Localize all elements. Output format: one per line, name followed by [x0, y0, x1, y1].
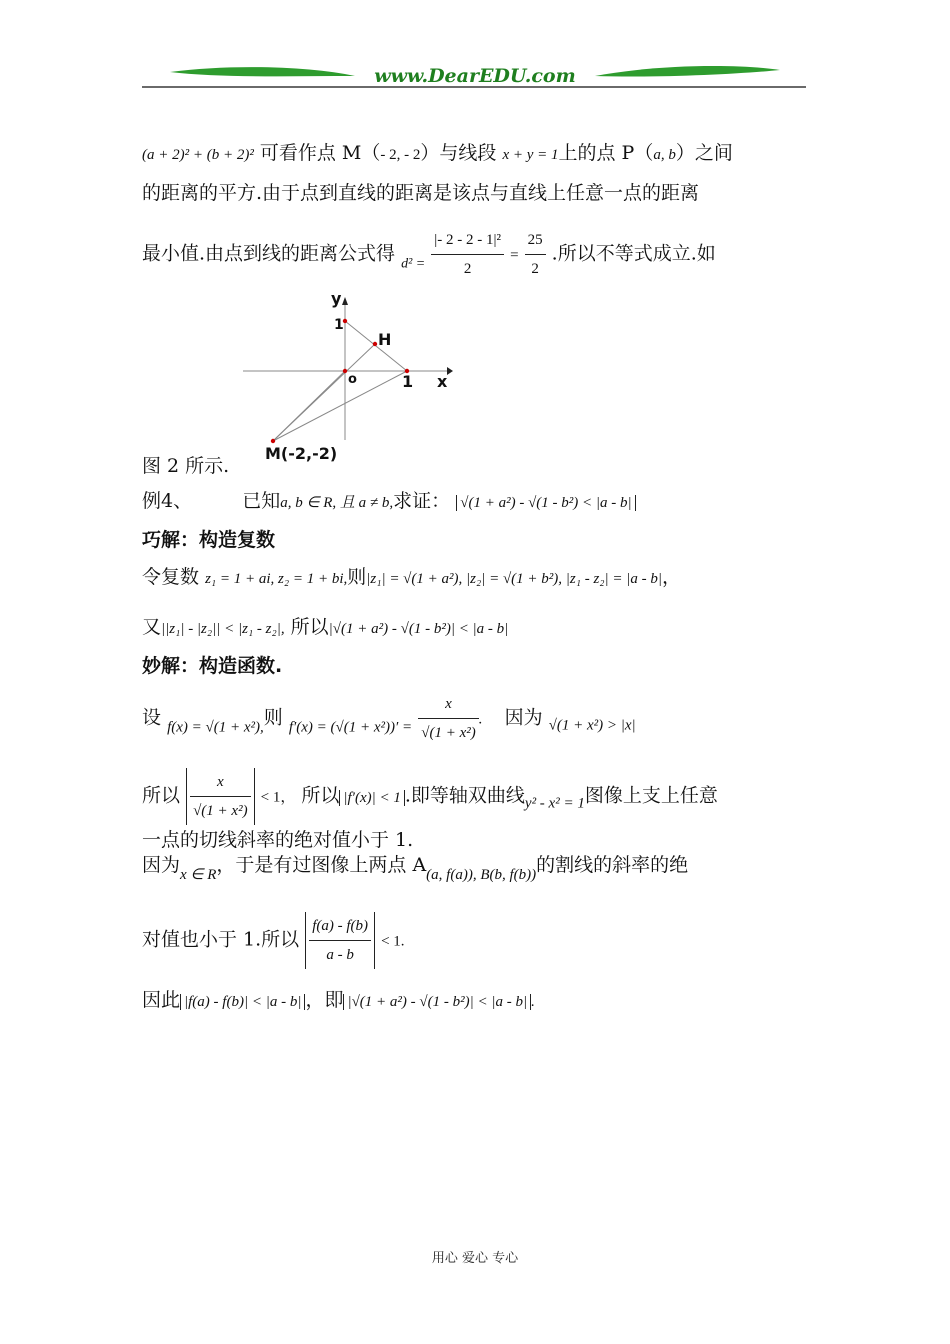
fraction-numerator: |- 2 - 2 - 1|² — [431, 226, 504, 255]
s2-final-period: . — [531, 994, 535, 1010]
solution2-line6 — [142, 986, 535, 1016]
text-point-p: 上的点 P（ — [558, 142, 654, 164]
s2-so: 所以 — [142, 784, 181, 807]
page-footer: 用心 爱心 专心 — [431, 1251, 519, 1266]
origin-label: o — [348, 372, 357, 387]
text-point-m: 可看作点 M（ — [259, 142, 381, 164]
s2-secant-fraction — [309, 912, 371, 969]
s1-triangle-ineq: ||z₁| - |z₂|| < |z₁ - z₂|, — [161, 621, 285, 637]
y-one-label: 1 — [334, 317, 344, 333]
s2-hyperbola-text: .即等轴双曲线 — [404, 784, 525, 807]
s2-upper-branch: 图像上支上任意 — [584, 784, 718, 807]
s2-since: 因为 — [142, 854, 181, 876]
s1-also: 又 — [142, 616, 162, 638]
s1-comma: ， — [662, 566, 682, 588]
s2-derivative-fraction — [418, 690, 479, 747]
s2-because: 因为 — [504, 706, 543, 729]
s1-result: |√(1 + a²) - √(1 - b²)| < |a - b| — [328, 621, 509, 637]
s2-frac-num: x — [190, 768, 251, 797]
point-h — [373, 342, 377, 346]
h-label: H — [378, 330, 392, 349]
para1-line2: 的距离的平方.由于点到直线的距离是该点与直线上任意一点的距离 — [142, 182, 700, 204]
s2-hyperbola-eq: y² - x² = 1 — [524, 795, 585, 812]
s2-abs-derivative: |f′(x)| < 1 — [339, 790, 404, 806]
s1-moduli: |z₁| = √(1 + a²), |z₂| = √(1 + b²), |z₁ - z₂| = |a - b| — [366, 571, 663, 587]
s2-then: 则 — [263, 706, 283, 729]
m-label: M(-2,-2) — [265, 444, 338, 463]
solution1-title: 巧解：构造复数 — [142, 529, 276, 551]
x-label: x — [437, 372, 448, 391]
right-swoosh — [595, 66, 780, 76]
para1-line3 — [142, 226, 716, 283]
x-one-label: 1 — [402, 372, 414, 391]
solution2-line3: 一点的切线斜率的绝对值小于 1. — [142, 829, 414, 851]
line-m-to-x1 — [273, 371, 407, 441]
result-numerator: 25 — [525, 226, 546, 255]
s1-intro: 令复数 — [142, 566, 200, 588]
s2-points-ab: (a, f(a)), B(b, f(b)) — [426, 867, 537, 883]
example4-line — [142, 487, 636, 517]
segment-eq: x + y = 1 — [502, 147, 559, 163]
point-origin — [343, 369, 347, 373]
left-swoosh — [170, 67, 355, 76]
s2-deriv-den: √(1 + x²) — [421, 725, 476, 741]
y-axis-arrow — [342, 297, 348, 305]
line-m-to-origin — [273, 371, 345, 441]
s2-hence: 因此 — [142, 989, 181, 1011]
solution2-line1 — [142, 690, 636, 747]
solution2-line2 — [142, 768, 718, 825]
x-axis-arrow — [447, 367, 453, 375]
s2-period: . — [478, 711, 483, 728]
solution1-line2 — [142, 613, 508, 643]
m-coords: - 2, - 2 — [380, 147, 421, 163]
point-m — [271, 439, 275, 443]
example-label: 例4、 — [142, 490, 193, 512]
text-formula-intro: 最小值.由点到线的距离公式得 — [142, 242, 396, 265]
s2-final-ineq: |√(1 + a²) - √(1 - b²)| < |a - b| — [343, 994, 531, 1010]
d-squared: d² = — [401, 256, 426, 272]
example-prove: 求证： — [393, 490, 451, 512]
s2-abs-less: 对值也小于 1.所以 — [142, 928, 300, 951]
s2-secant-den: a - b — [326, 947, 354, 963]
figure-caption: 图 2 所示. — [142, 455, 230, 477]
distance-fraction — [431, 226, 504, 283]
s2-function-def: f(x) = √(1 + x²), — [167, 719, 264, 736]
text-between: ）之间 — [675, 142, 733, 164]
s2-f-diff: |f(a) - f(b)| < |a - b| — [180, 994, 305, 1010]
s2-deriv-num: x — [418, 690, 479, 719]
s2-that-is: ，即 — [305, 989, 344, 1011]
example-inequality: √(1 + a²) - √(1 - b²) < |a - b| — [456, 495, 635, 511]
s2-secant-text: 的割线的斜率的绝 — [536, 854, 689, 876]
s2-so2: 所以 — [301, 784, 340, 807]
result-fraction — [525, 226, 546, 283]
para1-line1 — [142, 139, 733, 169]
solution2-title: 妙解：构造函数. — [142, 655, 283, 677]
solution2-line5 — [142, 912, 405, 969]
solution1-line1 — [142, 563, 681, 593]
p-coords: a, b — [653, 147, 676, 163]
s2-derivative: f′(x) = (√(1 + x²))′ = — [288, 719, 413, 736]
s2-secant-lt-one: < 1. — [381, 933, 405, 950]
figure-diagram — [235, 285, 465, 470]
example-condition: a, b ∈ R, 且 a ≠ b, — [280, 495, 394, 511]
s1-then: 则 — [347, 566, 367, 588]
s2-abs-fraction — [186, 768, 255, 825]
header-banner — [140, 60, 810, 92]
solution2-line4 — [142, 851, 688, 889]
header-site-text: www.DearEDU.com — [374, 65, 576, 87]
s2-let: 设 — [142, 706, 162, 729]
s2-frac-den: √(1 + x²) — [193, 803, 248, 819]
equals-sign: = — [510, 247, 519, 264]
text-conclusion: .所以不等式成立.如 — [551, 242, 716, 265]
result-denominator: 2 — [531, 261, 539, 277]
example-given: 已知 — [242, 490, 281, 512]
expr-sum-squares: (a + 2)² + (b + 2)² — [142, 147, 254, 163]
s2-x-in-r: x ∈ R — [180, 867, 217, 883]
s2-sqrt-gt-abs: √(1 + x²) > |x| — [548, 717, 636, 734]
fraction-denominator: 2 — [463, 261, 472, 277]
s2-lt-one: < 1， — [260, 789, 296, 806]
s1-therefore: 所以 — [290, 616, 329, 638]
s2-fraction — [190, 768, 251, 825]
y-label: y — [331, 289, 342, 308]
s2-secant-num: f(a) - f(b) — [309, 912, 371, 941]
text-segment: ）与线段 — [420, 142, 497, 164]
s2-two-points: ，于是有过图像上两点 A — [216, 854, 427, 876]
s2-secant-abs — [305, 912, 375, 969]
s1-complex-defs: z₁ = 1 + ai, z₂ = 1 + bi, — [205, 571, 348, 587]
